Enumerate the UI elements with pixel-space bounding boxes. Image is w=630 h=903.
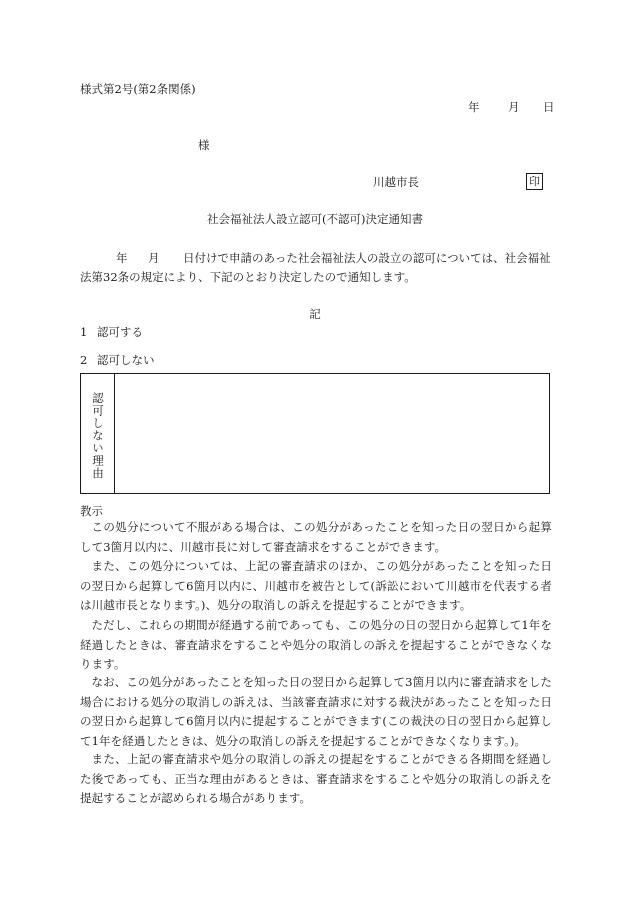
option-1-number: 1 bbox=[80, 325, 88, 339]
instruction-paragraph-1: この処分について不服がある場合は、この処分があったことを知った日の翌日から起算して3箇月以内に、川越市長に対して審査請求をすることができます。 bbox=[80, 520, 552, 554]
intro-line2: 法第32条の規定により、下記のとおり決定したので通知します。 bbox=[80, 270, 416, 284]
addressee-suffix: 様 bbox=[198, 138, 210, 152]
date-month-label: 月 bbox=[508, 100, 520, 114]
instruction-paragraph-2: また、この処分については、上記の審査請求のほか、この処分があったことを知った日の翌日から起算して6箇月以内に、川越市を被告として(訴訟において川越市を代表する者は川越市長となります。)、処分の取消しの訴えを提起することができます。 bbox=[80, 559, 552, 613]
intro-year: 年 bbox=[116, 251, 128, 265]
intro-month: 月 bbox=[148, 251, 160, 265]
form-number: 様式第2号(第2条関係) bbox=[80, 82, 196, 96]
intro-line1: 日付けで申請のあった社会福祉法人の設立の認可については、社会福祉 bbox=[183, 251, 551, 265]
document-title: 社会福祉法人設立認可(不認可)決定通知書 bbox=[207, 212, 423, 226]
instructions-heading: 教示 bbox=[80, 504, 103, 518]
option-1-label: 認可する bbox=[97, 325, 143, 339]
reason-box bbox=[80, 373, 550, 494]
date-year-label: 年 bbox=[468, 100, 480, 114]
option-2-label: 認可しない bbox=[97, 353, 155, 367]
instruction-paragraph-4: なお、この処分があったことを知った日の翌日から起算して3箇月以内に審査請求をした場合における処分の取消しの訴えは、当該審査請求に対する裁決があったことを知った日の翌日から起算して6箇月以内に提起することができます(この裁決の日の翌日から起算して1年を経過したときは、処分の取消しの訴えを提起することができなくなります。)。 bbox=[80, 675, 552, 748]
reason-box-label: 認可しない理由 bbox=[91, 392, 105, 480]
date-day-label: 日 bbox=[543, 100, 555, 114]
issuer-title: 川越市長 bbox=[373, 175, 419, 189]
reason-box-divider bbox=[114, 374, 115, 493]
instruction-paragraph-5: また、上記の審査請求や処分の取消しの訴えの提起をすることができる各期間を経過した後であっても、正当な理由があるときは、審査請求をすることや処分の取消しの訴えを提起することが認められる場合があります。 bbox=[80, 752, 552, 806]
instruction-paragraph-3: ただし、これらの期間が経過する前であっても、この処分の日の翌日から起算して1年を経過したときは、審査請求をすることや処分の取消しの訴えを提起することができなくなります。 bbox=[80, 618, 552, 672]
option-2-number: 2 bbox=[80, 353, 88, 367]
ki-heading: 記 bbox=[309, 307, 321, 321]
seal-stamp-box: 印 bbox=[526, 173, 543, 190]
